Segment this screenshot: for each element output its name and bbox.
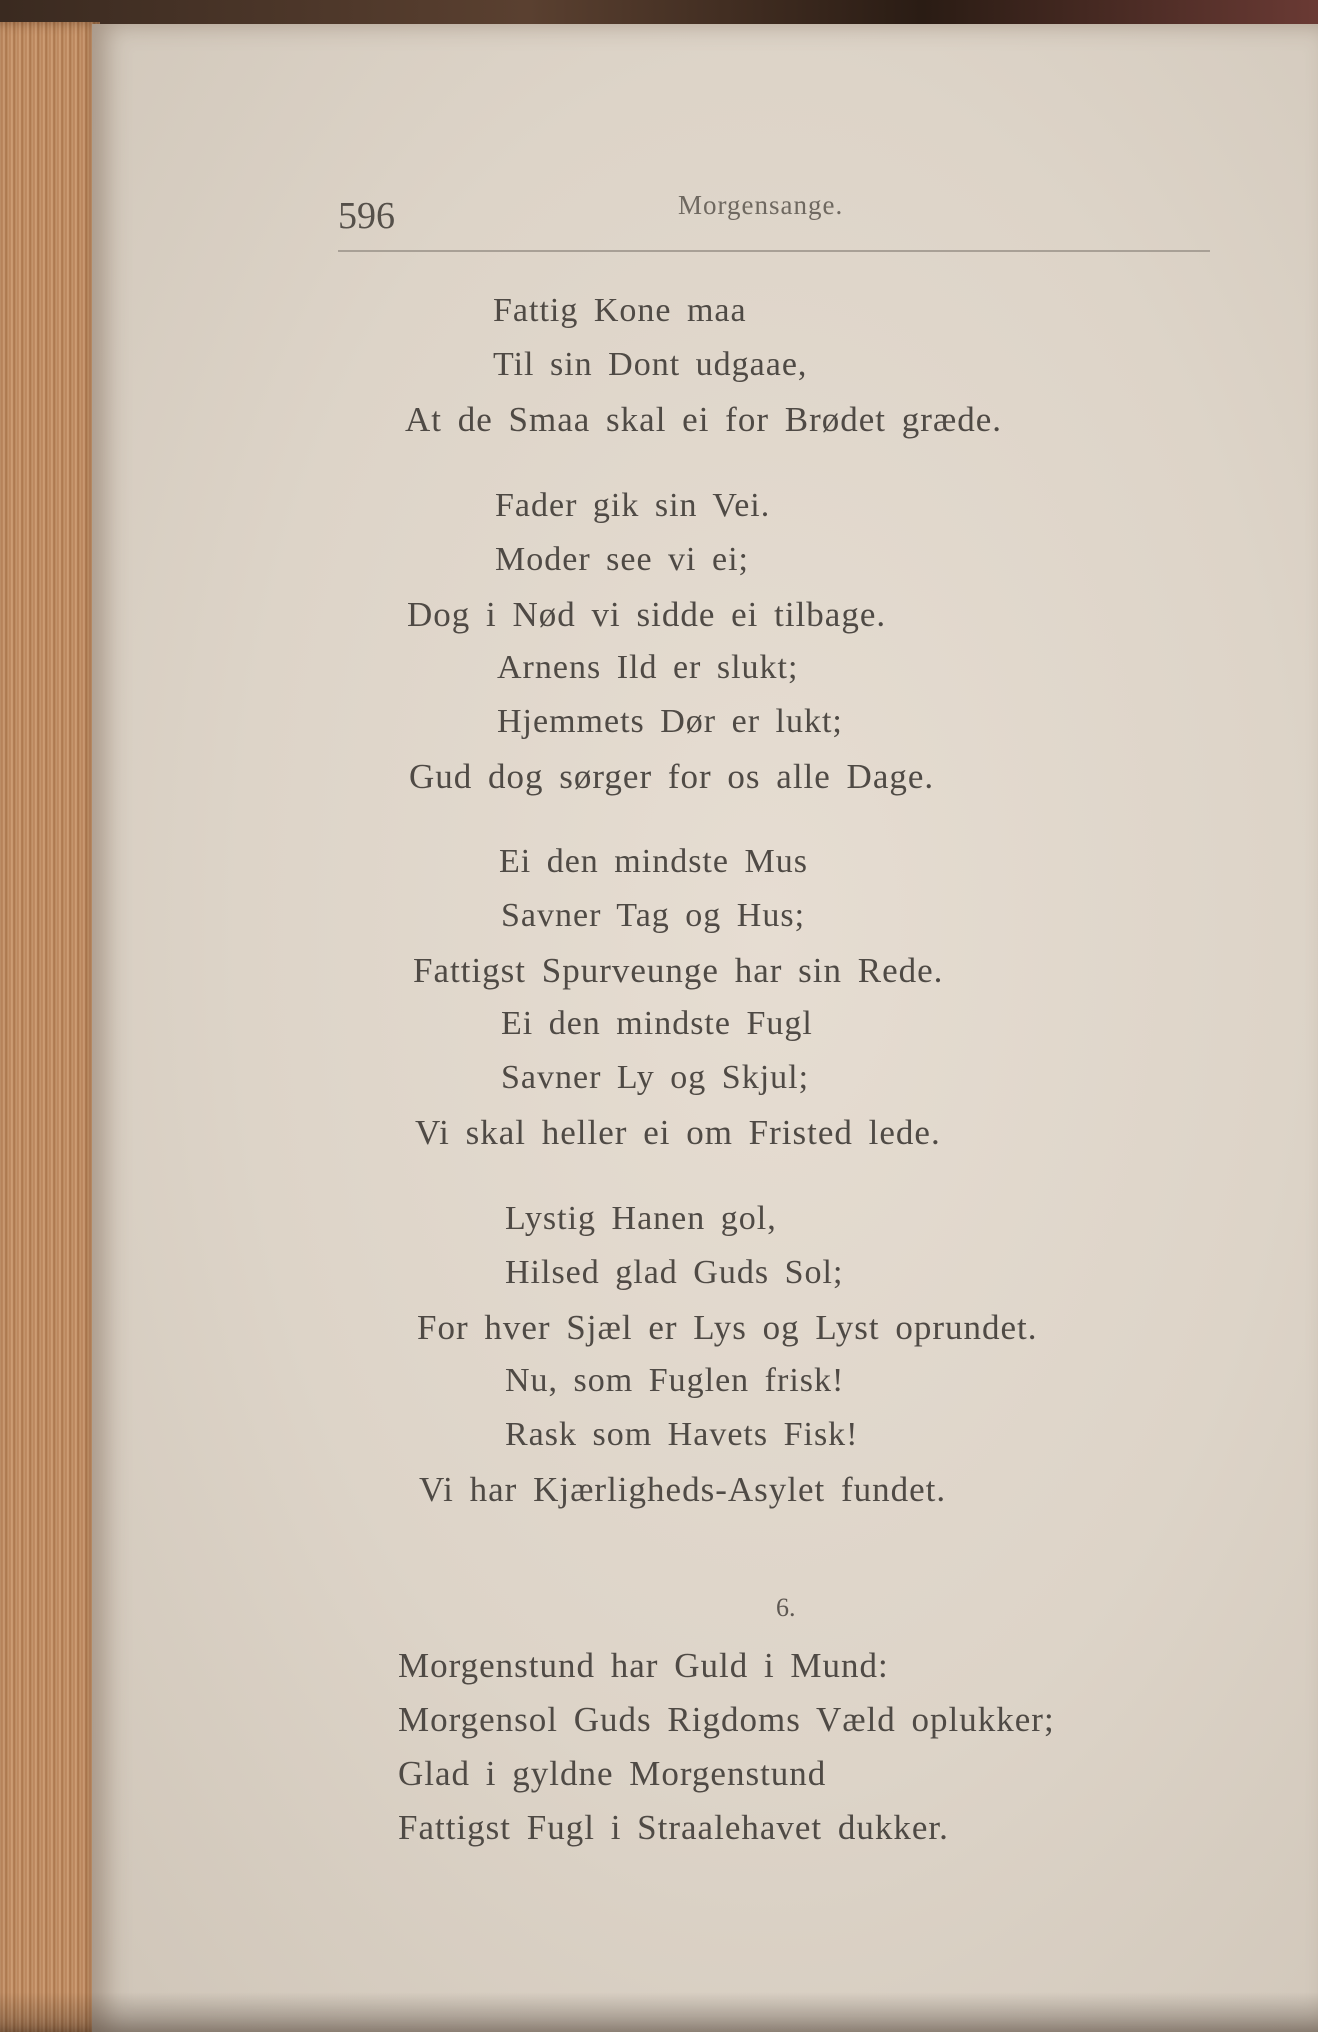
verse-line: Fattig Kone maa bbox=[493, 292, 747, 329]
running-title: Morgensange. bbox=[678, 190, 844, 220]
verse-line: Savner Tag og Hus; bbox=[501, 897, 806, 934]
verse-line: Lystig Hanen gol, bbox=[505, 1200, 777, 1237]
page-bottom-shadow bbox=[0, 1992, 1318, 2032]
verse-line: Rask som Havets Fisk! bbox=[505, 1416, 859, 1453]
verse-line: Gud dog sørger for os alle Dage. bbox=[409, 757, 935, 796]
verse-line: Morgenstund har Guld i Mund: bbox=[398, 1646, 889, 1685]
page-number: 596 bbox=[338, 195, 395, 237]
verse-line: Morgensol Guds Rigdoms Væld oplukker; bbox=[398, 1700, 1055, 1739]
verse-line: Dog i Nød vi sidde ei tilbage. bbox=[407, 595, 887, 634]
verse-line: Ei den mindste Mus bbox=[499, 843, 808, 880]
verse-line: Arnens Ild er slukt; bbox=[497, 649, 799, 686]
verse-line: For hver Sjæl er Lys og Lyst oprundet. bbox=[417, 1308, 1038, 1347]
verse-line: Vi skal heller ei om Fristed lede. bbox=[415, 1113, 941, 1152]
verse-line: Vi har Kjærligheds-Asylet fundet. bbox=[419, 1470, 947, 1509]
section-number: 6. bbox=[776, 1593, 796, 1622]
verse-line: Fattigst Spurveunge har sin Rede. bbox=[413, 951, 944, 990]
verse-line: Ei den mindste Fugl bbox=[501, 1005, 813, 1042]
verse-line: Til sin Dont udgaae, bbox=[493, 346, 808, 383]
verse-line: Nu, som Fuglen frisk! bbox=[505, 1362, 845, 1399]
verse-line: Hilsed glad Guds Sol; bbox=[505, 1254, 844, 1291]
verse-line: Hjemmets Dør er lukt; bbox=[497, 703, 843, 740]
verse-line: Fattigst Fugl i Straalehavet dukker. bbox=[398, 1808, 949, 1847]
verse-line: Fader gik sin Vei. bbox=[495, 487, 771, 524]
verse-line: Moder see vi ei; bbox=[495, 541, 749, 578]
verse-line: Savner Ly og Skjul; bbox=[501, 1059, 810, 1096]
verse-line: Glad i gyldne Morgenstund bbox=[398, 1754, 827, 1793]
verse-line: At de Smaa skal ei for Brødet græde. bbox=[405, 400, 1003, 439]
